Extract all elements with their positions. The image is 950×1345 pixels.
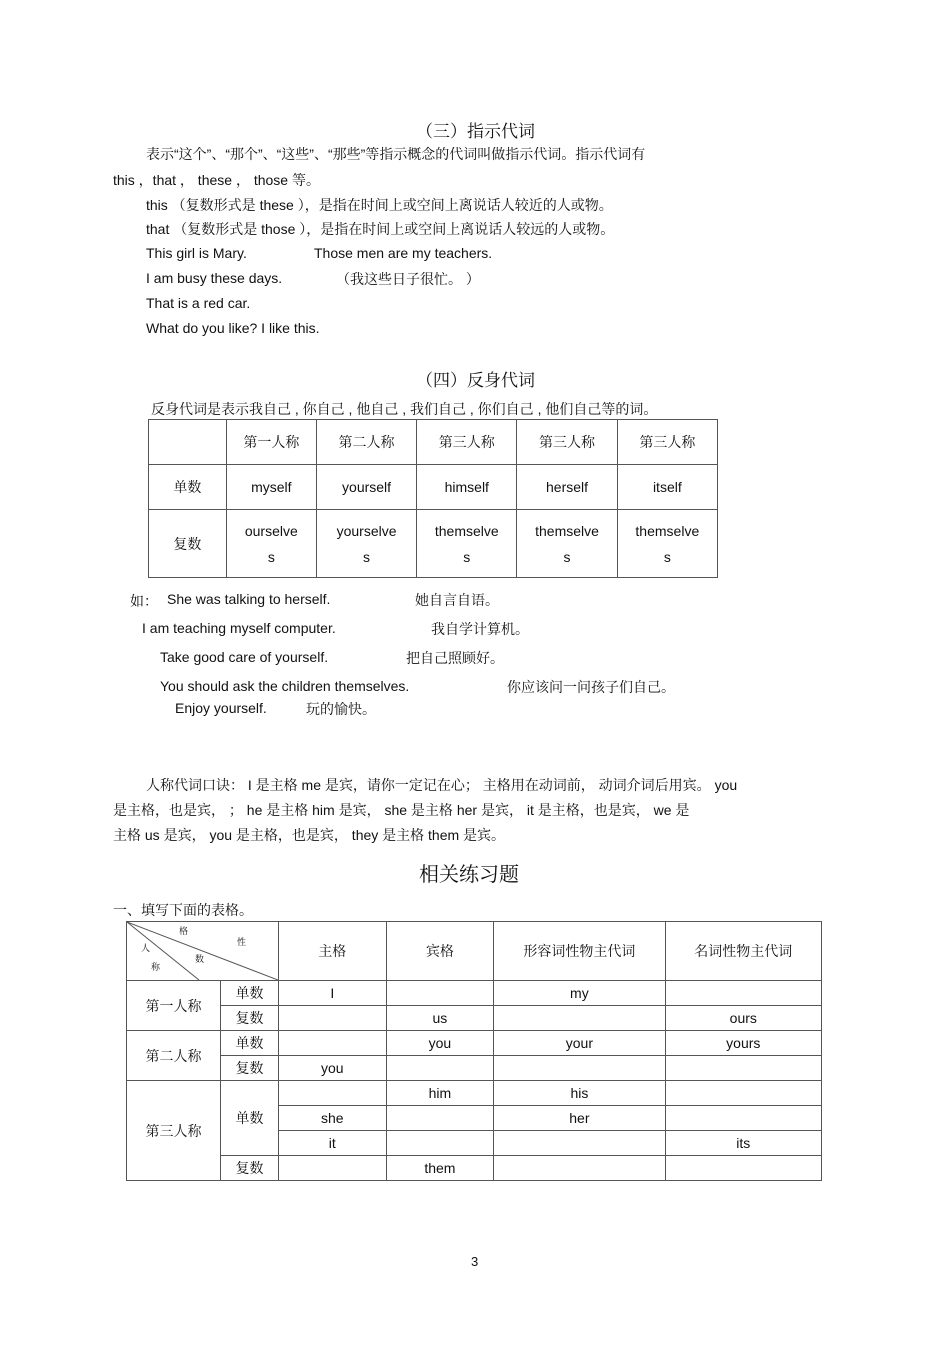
example-this-girl: This girl is Mary. [146, 245, 247, 261]
row-label-plural: 复数 [221, 1156, 279, 1181]
row-label-singular: 单数 [149, 465, 227, 510]
example-busy: I am busy these days. [146, 270, 283, 286]
table-header-cell: 第三人称 [617, 420, 717, 465]
table-cell: yourselve s [316, 510, 416, 578]
table-cell [494, 1131, 665, 1156]
example-zh: 玩的愉快。 [306, 701, 376, 717]
table-cell: its [665, 1131, 821, 1156]
diag-label: 格 [179, 926, 189, 936]
table-cell [665, 981, 821, 1006]
table-cell: I [279, 981, 387, 1006]
diag-label: 称 [151, 962, 161, 972]
table-cell [386, 1106, 494, 1131]
table-cell [279, 1081, 387, 1106]
rule-that: that （复数形式是 those ），是指在时间上或空间上离说话人较远的人或物。 [146, 221, 615, 237]
table-cell: ourselve s [226, 510, 316, 578]
table-header-cell: 第二人称 [316, 420, 416, 465]
row-label-plural: 复数 [221, 1006, 279, 1031]
example-lead: 如： [130, 593, 158, 609]
table-cell [279, 1156, 387, 1181]
table-cell: him [386, 1081, 494, 1106]
section3-title: （三）指示代词 [416, 122, 535, 141]
table-header-cell: 第三人称 [417, 420, 517, 465]
row-label-singular: 单数 [221, 1081, 279, 1156]
table-cell: she [279, 1106, 387, 1131]
rhyme-line-2: 是主格，也是宾， ； he 是主格 him 是宾， she 是主格 her 是宾， it 是主格，也是宾， we 是 [113, 802, 690, 818]
table-cell: his [494, 1081, 665, 1106]
example-en: Take good care of yourself. [160, 649, 329, 665]
example-en: She was talking to herself. [167, 591, 331, 607]
table-cell [386, 981, 494, 1006]
table-header-cell: 宾格 [386, 922, 494, 981]
table-cell: herself [517, 465, 617, 510]
row-label-singular: 单数 [221, 1031, 279, 1056]
practice-title: 相关练习题 [419, 864, 519, 886]
section3-intro-line1: 表示“这个”、“那个”、“这些”、“那些”等指示概念的代词叫做指示代词。指示代词有 [146, 146, 646, 162]
table-cell [386, 1056, 494, 1081]
table-header-cell: 名词性物主代词 [665, 922, 821, 981]
practice-question-1: 一、填写下面的表格。 [113, 902, 253, 918]
row-group-first-person: 第一人称 [127, 981, 221, 1031]
table-cell [386, 1131, 494, 1156]
rhyme-line-3: 主格 us 是宾， you 是主格，也是宾， they 是主格 them 是宾。 [113, 827, 506, 843]
section3-intro-line2: this ，that ， these ， those 等。 [113, 172, 320, 188]
table-cell [665, 1106, 821, 1131]
table-header-cell: 主格 [279, 922, 387, 981]
example-zh: 她自言自语。 [415, 592, 499, 608]
pronoun-exercise-table [126, 921, 822, 1181]
diagonal-header-cell [127, 922, 279, 981]
example-en: I am teaching myself computer. [142, 620, 336, 636]
row-label-plural: 复数 [221, 1056, 279, 1081]
table-cell: ours [665, 1006, 821, 1031]
table-cell: himself [417, 465, 517, 510]
table-cell: you [386, 1031, 494, 1056]
row-label-singular: 单数 [221, 981, 279, 1006]
example-zh: 我自学计算机。 [431, 621, 529, 637]
table-cell: themselve s [617, 510, 717, 578]
row-group-third-person: 第三人称 [127, 1081, 221, 1181]
example-busy-translation: （我这些日子很忙。 ） [336, 271, 480, 287]
table-cell: us [386, 1006, 494, 1031]
table-cell: yourself [316, 465, 416, 510]
table-header-cell [149, 420, 227, 465]
table-cell: themselve s [517, 510, 617, 578]
table-cell: them [386, 1156, 494, 1181]
rhyme-line-1: 人称代词口诀： I 是主格 me 是宾，请你一定记在心； 主格用在动词前， 动词介词后用宾。 you [146, 777, 738, 793]
table-cell: your [494, 1031, 665, 1056]
table-cell: my [494, 981, 665, 1006]
example-those-men: Those men are my teachers. [314, 245, 493, 261]
table-cell [279, 1006, 387, 1031]
table-cell: themselve s [417, 510, 517, 578]
table-cell: myself [226, 465, 316, 510]
table-cell: it [279, 1131, 387, 1156]
example-zh: 你应该问一问孩子们自己。 [507, 679, 675, 695]
reflexive-pronoun-table [148, 419, 718, 578]
page-number: 3 [471, 1254, 479, 1269]
example-en: Enjoy yourself. [175, 700, 267, 716]
table-cell [665, 1056, 821, 1081]
table-header-cell: 形容词性物主代词 [494, 922, 665, 981]
diag-label: 人 [141, 943, 151, 953]
example-red-car: That is a red car. [146, 295, 251, 311]
table-cell [494, 1056, 665, 1081]
section4-intro: 反身代词是表示我自己 , 你自己 , 他自己 , 我们自己 , 你们自己 , 他们自己等的词。 [151, 401, 658, 417]
diag-label: 数 [195, 954, 205, 964]
table-cell: you [279, 1056, 387, 1081]
table-cell [665, 1156, 821, 1181]
table-cell [494, 1006, 665, 1031]
example-zh: 把自己照顾好。 [406, 650, 504, 666]
table-header-cell: 第三人称 [517, 420, 617, 465]
row-group-second-person: 第二人称 [127, 1031, 221, 1081]
table-cell: itself [617, 465, 717, 510]
rule-this: this （复数形式是 these ），是指在时间上或空间上离说话人较近的人或物。 [146, 197, 613, 213]
table-cell [494, 1156, 665, 1181]
table-cell [279, 1031, 387, 1056]
table-cell: yours [665, 1031, 821, 1056]
table-header-cell: 第一人称 [226, 420, 316, 465]
section4-title: （四）反身代词 [416, 371, 535, 390]
diag-label: 性 [237, 937, 247, 947]
example-like-this: What do you like? I like this. [146, 320, 320, 336]
table-cell [665, 1081, 821, 1106]
row-label-plural: 复数 [149, 510, 227, 578]
example-en: You should ask the children themselves. [160, 678, 410, 694]
table-cell: her [494, 1106, 665, 1131]
